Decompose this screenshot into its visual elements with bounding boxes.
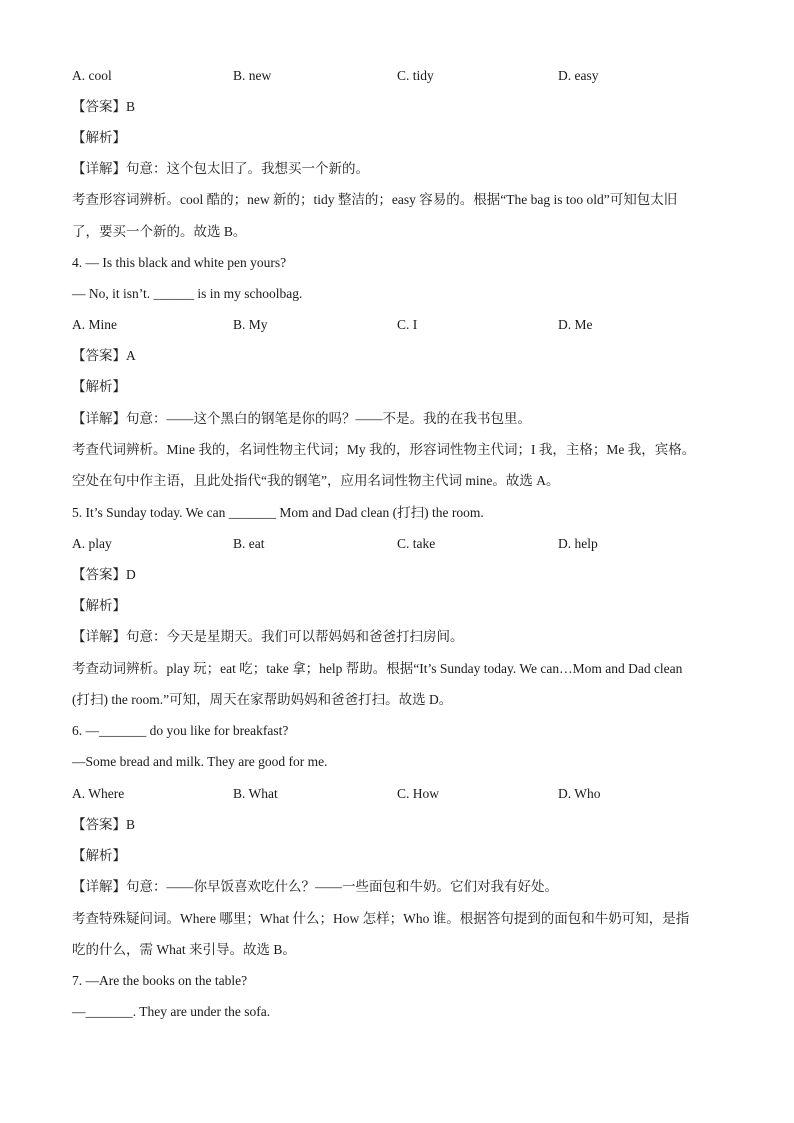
q6-detail: 【详解】句意：——你早饭喜欢吃什么？——一些面包和牛奶。它们对我有好处。 <box>72 879 558 894</box>
q4-option-d: D. Me <box>558 317 593 332</box>
q4-detail: 【详解】句意：——这个黑白的钢笔是你的吗？——不是。我的在我书包里。 <box>72 411 531 426</box>
q6-explanation-line-2: 吃的什么，需 What 来引导。故选 B。 <box>72 942 296 957</box>
q3-detail: 【详解】句意：这个包太旧了。我想买一个新的。 <box>72 161 369 176</box>
q7-stem-line-1: 7. —Are the books on the table? <box>72 973 248 988</box>
q5-option-b: B. eat <box>233 536 265 551</box>
q6-answer: 【答案】B <box>72 817 136 832</box>
q5-explanation-line-1: 考查动词辨析。play 玩；eat 吃；take 拿；help 帮助。根据“It’s Sunday today. We can…Mom and Dad clean <box>72 661 683 676</box>
q4-explanation-line-1: 考查代词辨析。Mine 我的，名词性物主代词；My 我的，形容词性物主代词；I 我，主格；Me 我，宾格。 <box>72 442 696 457</box>
q6-option-b: B. What <box>233 786 278 801</box>
q3-answer: 【答案】B <box>72 99 136 114</box>
q4-options <box>72 315 732 335</box>
q6-stem-line-2: —Some bread and milk. They are good for me. <box>72 754 328 769</box>
q4-option-c: C. I <box>397 317 418 332</box>
q4-stem-line-1: 4. — Is this black and white pen yours? <box>72 255 287 270</box>
q6-option-d: D. Who <box>558 786 601 801</box>
q3-option-c: C. tidy <box>397 68 434 83</box>
q5-detail: 【详解】句意：今天是星期天。我们可以帮妈妈和爸爸打扫房间。 <box>72 629 464 644</box>
q3-option-d: D. easy <box>558 68 599 83</box>
q5-option-d: D. help <box>558 536 598 551</box>
q7-stem-line-2: —_______. They are under the sofa. <box>72 1004 271 1019</box>
q4-answer: 【答案】A <box>72 348 136 363</box>
q4-analysis-heading: 【解析】 <box>72 379 126 394</box>
q3-option-b: B. new <box>233 68 272 83</box>
q5-options <box>72 534 732 554</box>
q3-explanation-line-1: 考查形容词辨析。cool 酷的；new 新的；tidy 整洁的；easy 容易的。根据“The bag is too old”可知包太旧 <box>72 192 678 207</box>
q6-explanation-line-1: 考查特殊疑问词。Where 哪里；What 什么；How 怎样；Who 谁。根据答句提到的面包和牛奶可知，是指 <box>72 911 690 926</box>
q5-answer: 【答案】D <box>72 567 136 582</box>
q5-option-a: A. play <box>72 536 112 551</box>
q4-explanation-line-2: 空处在句中作主语，且此处指代“我的钢笔”，应用名词性物主代词 mine。故选 A。 <box>72 473 560 488</box>
q3-option-a: A. cool <box>72 68 112 83</box>
q5-option-c: C. take <box>397 536 436 551</box>
q5-explanation-line-2: (打扫) the room.”可知，周天在家帮助妈妈和爸爸打扫。故选 D。 <box>72 692 453 707</box>
q3-analysis-heading: 【解析】 <box>72 130 126 145</box>
q6-stem-line-1: 6. —_______ do you like for breakfast? <box>72 723 289 738</box>
q3-options <box>72 66 732 86</box>
q6-option-a: A. Where <box>72 786 125 801</box>
q5-analysis-heading: 【解析】 <box>72 598 126 613</box>
q4-option-b: B. My <box>233 317 268 332</box>
q4-option-a: A. Mine <box>72 317 117 332</box>
q3-explanation-line-2: 了，要买一个新的。故选 B。 <box>72 224 247 239</box>
q6-analysis-heading: 【解析】 <box>72 848 126 863</box>
q5-stem-line-1: 5. It’s Sunday today. We can _______ Mom and Dad clean (打扫) the room. <box>72 505 484 520</box>
q6-option-c: C. How <box>397 786 440 801</box>
q6-options <box>72 784 732 804</box>
q4-stem-line-2: — No, it isn’t. ______ is in my schoolbag. <box>72 286 303 301</box>
